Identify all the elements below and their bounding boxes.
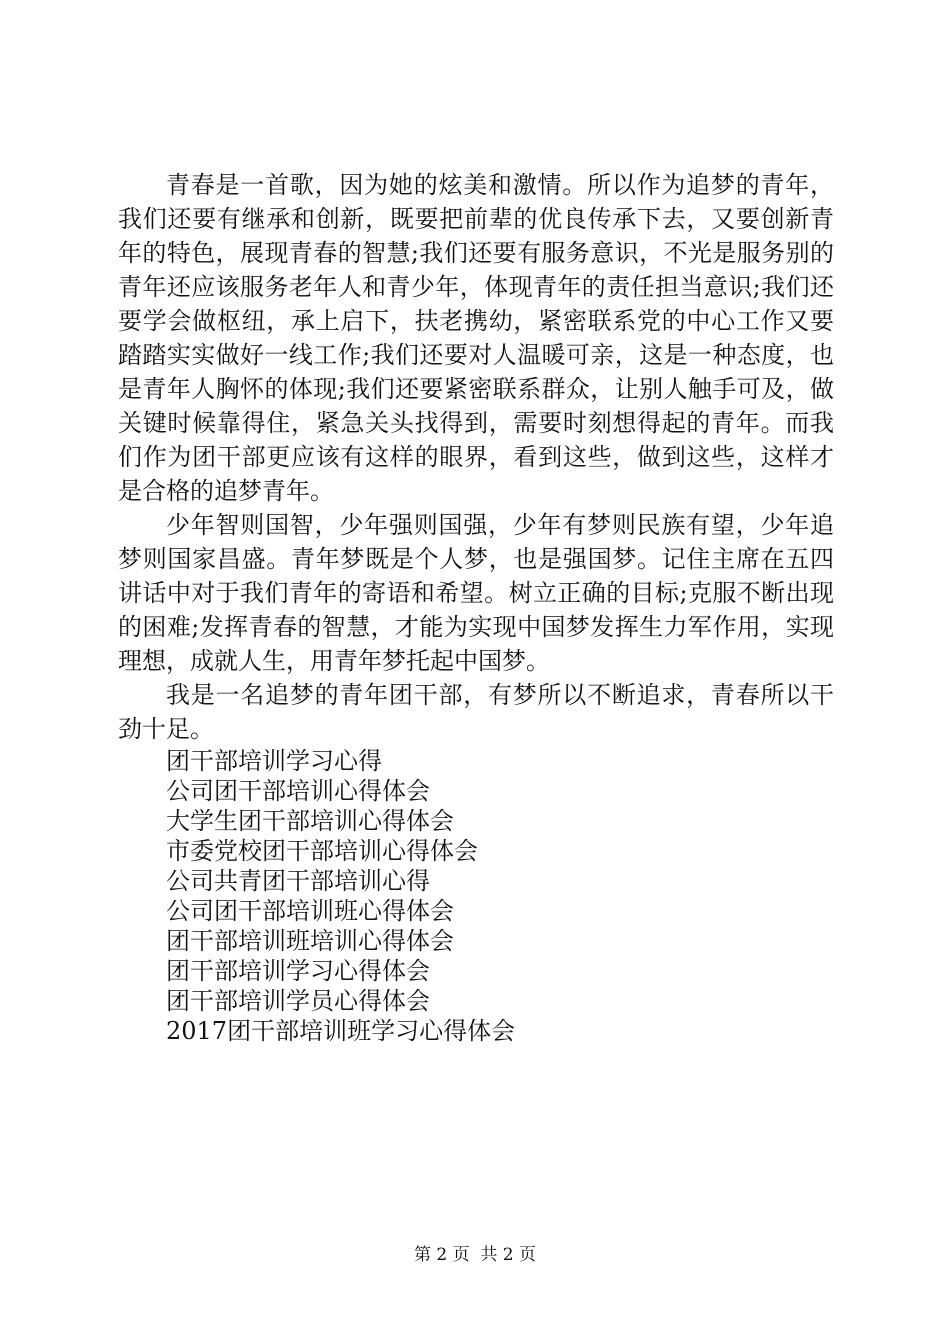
related-titles-list [118, 746, 834, 1046]
paragraph-3: 我是一名追梦的青年团干部，有梦所以不断追求，青春所以干劲十足。 [118, 681, 834, 743]
list-item: 公司团干部培训班心得体会 [166, 897, 454, 925]
list-item: 2017团干部培训班学习心得体会 [166, 1017, 516, 1045]
paragraph-1: 青春是一首歌，因为她的炫美和激情。所以作为追梦的青年，我们还要有继承和创新，既要把前辈的优良传承下去，又要创新青年的特色，展现青春的智慧;我们还要有服务意识，不光是服务别的青年还应该服务老年人和青少年，体现青年的责任担当意识;我们还要学会做枢纽，承上启下，扶老携幼，紧密联系党的中心工作又要踏踏实实做好一线工作;我们还要对人温暖可亲，这是一种态度，也是青年人胸怀的体现;我们还要紧密联系群众，让别人触手可及，做关键时候靠得住，紧急关头找得到，需要时刻想得起的青年。而我们作为团干部更应该有这样的眼界，看到这些，做到这些，这样才是合格的追梦青年。 [118, 171, 834, 505]
list-item: 团干部培训学员心得体会 [166, 987, 430, 1015]
paragraph-2: 少年智则国智，少年强则国强，少年有梦则民族有望，少年追梦则国家昌盛。青年梦既是个人梦，也是强国梦。记住主席在五四讲话中对于我们青年的寄语和希望。树立正确的目标;克服不断出现的困难;发挥青春的智慧，才能为实现中国梦发挥生力军作用，实现理想，成就人生，用青年梦托起中国梦。 [118, 511, 834, 675]
list-item: 团干部培训学习心得体会 [166, 957, 430, 985]
list-item: 公司团干部培训心得体会 [166, 777, 430, 805]
document-body [118, 168, 834, 1046]
list-item: 大学生团干部培训心得体会 [166, 807, 454, 835]
list-item: 团干部培训学习心得 [166, 747, 382, 775]
page-footer: 第 2 页 共 2 页 [413, 1245, 537, 1265]
list-item: 团干部培训班培训心得体会 [166, 927, 454, 955]
list-item: 公司共青团干部培训心得 [166, 867, 430, 895]
list-item: 市委党校团干部培训心得体会 [166, 837, 478, 865]
